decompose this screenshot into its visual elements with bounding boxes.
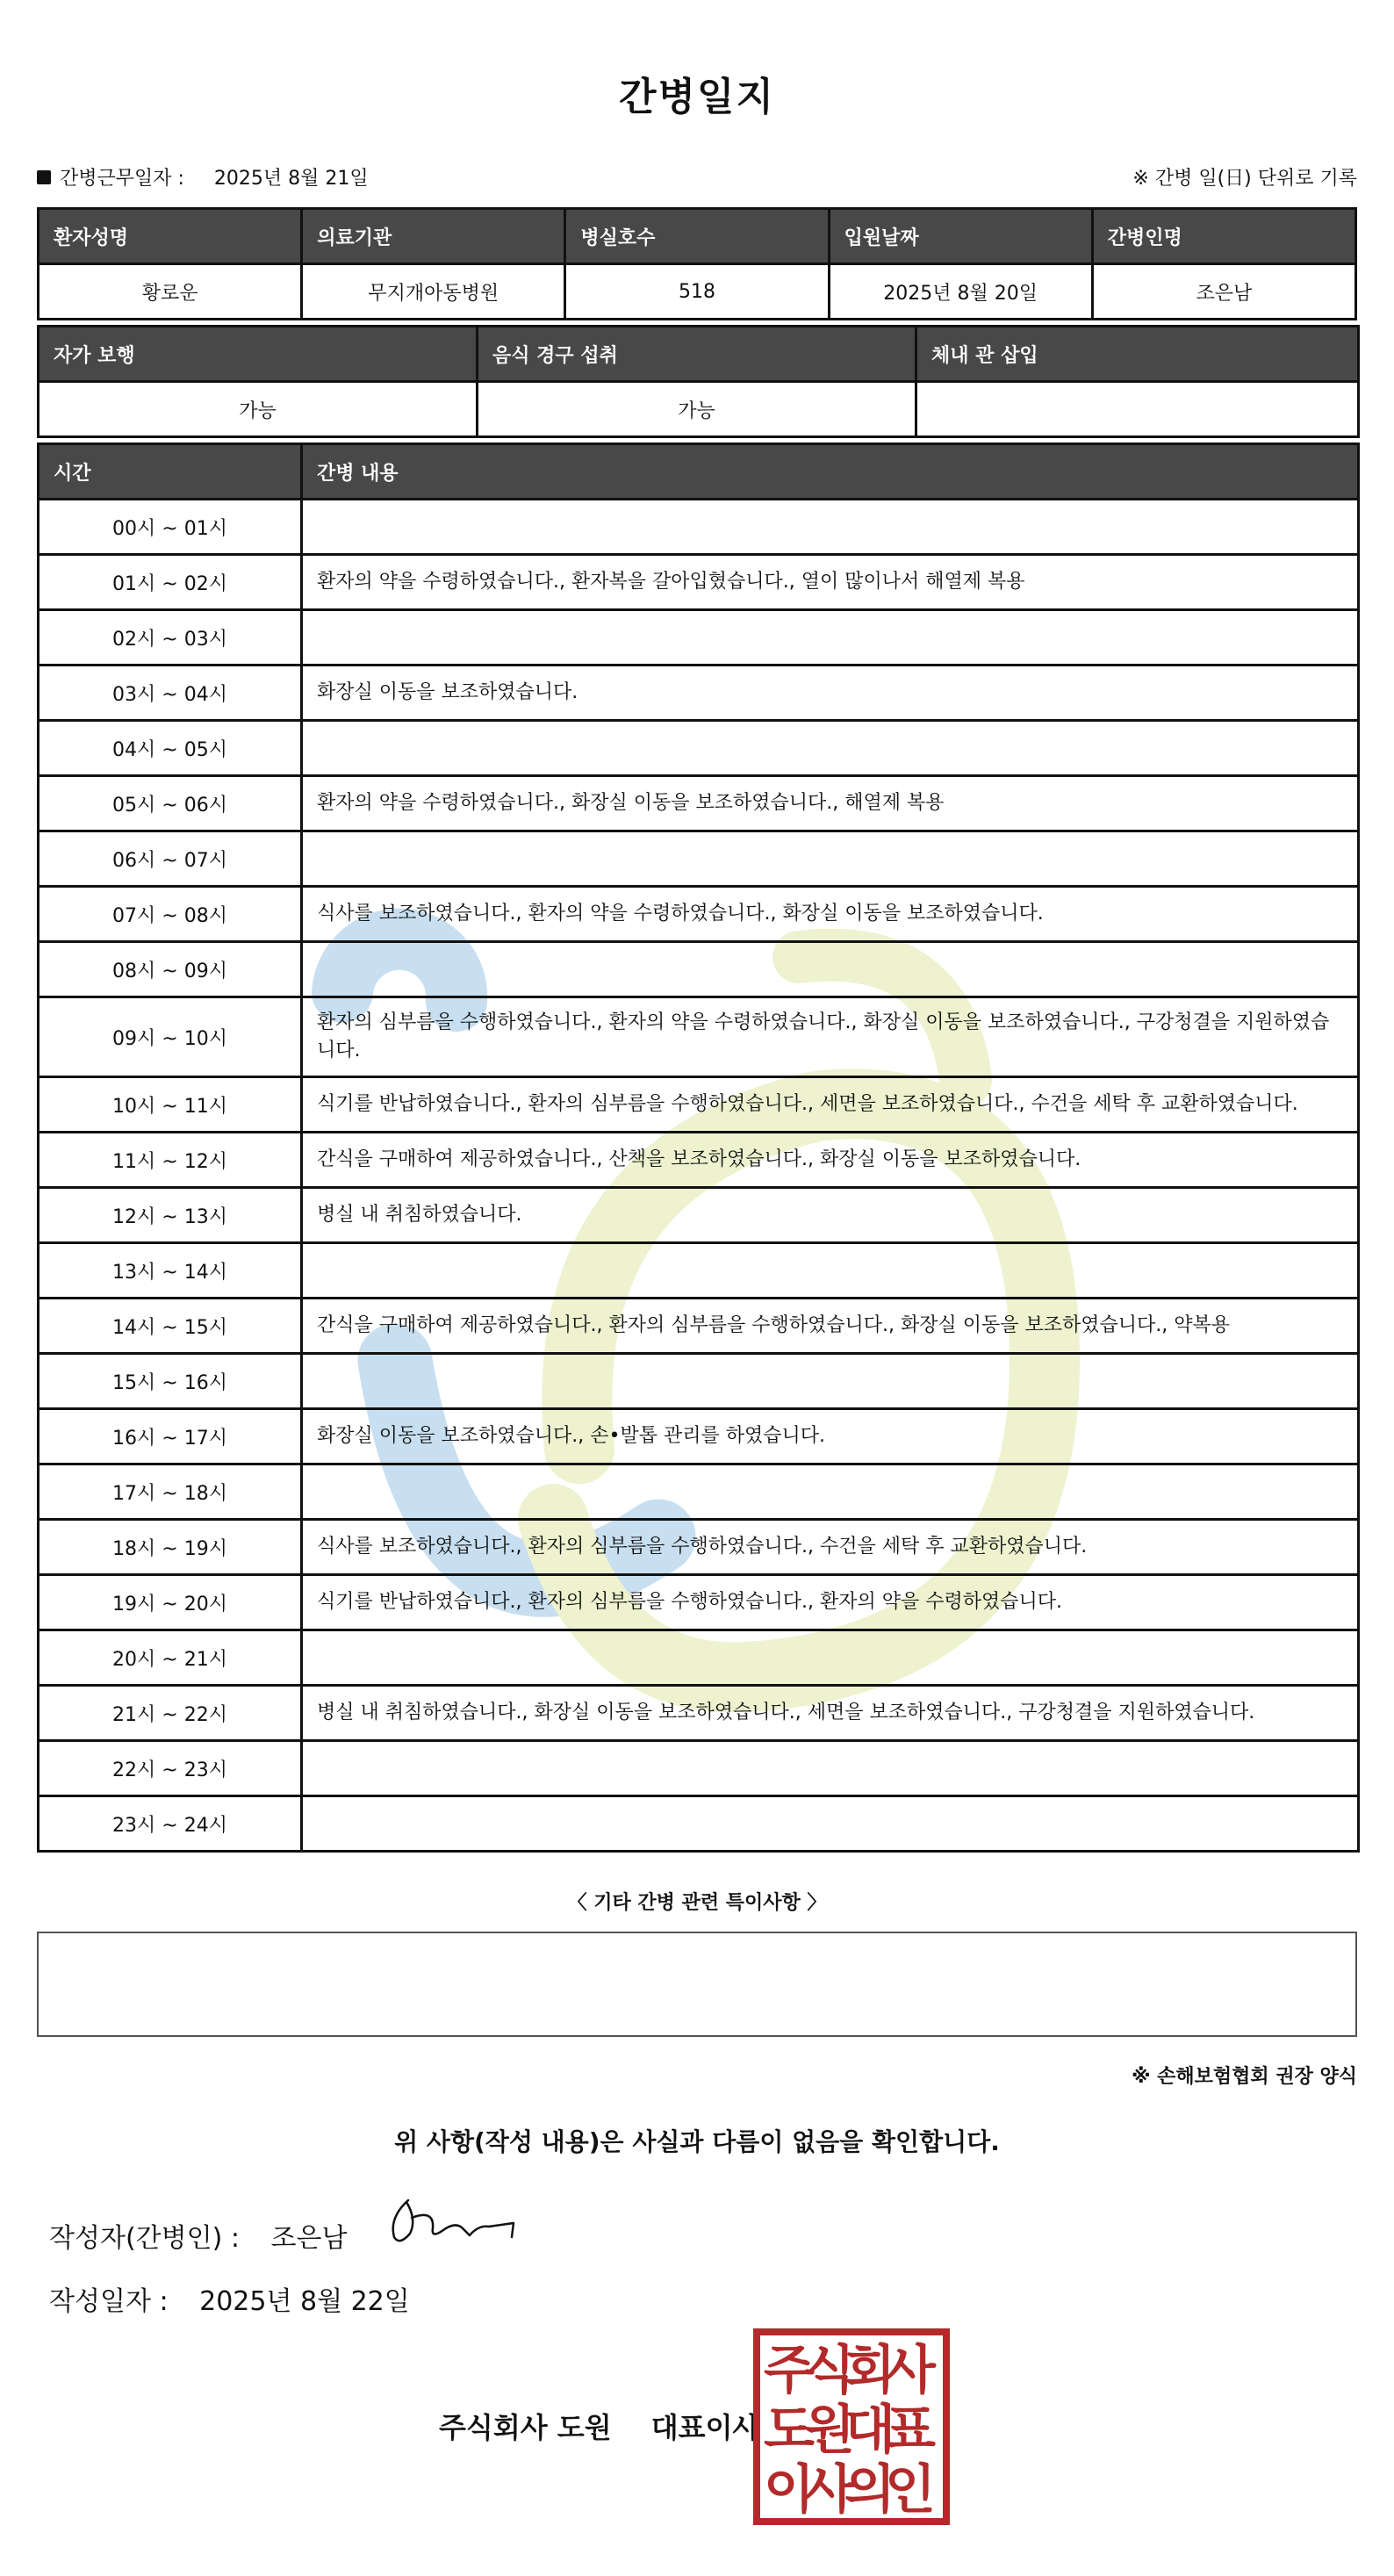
unit-note: ※ 간병 일(日) 단위로 기록	[1132, 168, 1357, 190]
company-seal-stamp	[753, 2328, 950, 2525]
time-slot: 14시 ~ 15시	[39, 1299, 302, 1354]
header-tube-insertion: 체내 관 삽입	[916, 327, 1359, 382]
time-slot: 02시 ~ 03시	[39, 610, 302, 666]
svg-text:회: 회	[844, 2340, 895, 2401]
care-content	[302, 1464, 1359, 1520]
care-log-table	[37, 443, 1360, 1853]
table-row	[39, 1686, 1359, 1741]
table-row	[39, 1299, 1359, 1354]
page-title: 간병일지	[618, 75, 775, 119]
time-slot: 13시 ~ 14시	[39, 1243, 302, 1299]
header-hospital: 의료기관	[302, 209, 565, 264]
form-note: ※ 손해보험협회 권장 양식	[1132, 2066, 1357, 2088]
header-admission-date: 입원날짜	[829, 209, 1092, 264]
time-slot: 11시 ~ 12시	[39, 1133, 302, 1188]
time-slot: 20시 ~ 21시	[39, 1630, 302, 1686]
table-row	[39, 1133, 1359, 1188]
confirmation-statement: 위 사항(작성 내용)은 사실과 다름이 없음을 확인합니다.	[394, 2127, 1000, 2156]
time-slot: 15시 ~ 16시	[39, 1354, 302, 1409]
table-row	[39, 555, 1359, 610]
svg-text:대: 대	[844, 2400, 895, 2461]
table-row	[39, 1630, 1359, 1686]
table-row	[39, 1464, 1359, 1520]
care-date-value: 2025년 8월 21일	[213, 168, 369, 190]
care-content: 환자의 심부름을 수행하였습니다., 환자의 약을 수령하였습니다., 화장실 이동을 보조하였습니다., 구강청결을 지원하였습니다.	[302, 997, 1359, 1077]
header-room: 병실호수	[565, 209, 829, 264]
header-patient-name: 환자성명	[39, 209, 302, 264]
remarks-title: 〈 기타 간병 관련 특이사항 〉	[567, 1892, 827, 1914]
care-content: 환자의 약을 수령하였습니다., 환자복을 갈아입혔습니다., 열이 많이나서 해열제 복용	[302, 555, 1359, 610]
written-date-label: 작성일자 :	[49, 2286, 169, 2317]
svg-text:도: 도	[764, 2400, 815, 2461]
table-row	[39, 831, 1359, 887]
time-slot: 22시 ~ 23시	[39, 1741, 302, 1796]
care-content: 화장실 이동을 보조하였습니다.	[302, 666, 1359, 721]
care-content	[302, 1741, 1359, 1796]
writer-name: 조은남	[270, 2223, 348, 2254]
time-slot: 03시 ~ 04시	[39, 666, 302, 721]
table-row	[39, 942, 1359, 997]
oral-intake-status: 가능	[478, 382, 916, 437]
time-slot: 09시 ~ 10시	[39, 997, 302, 1077]
table-row	[39, 1741, 1359, 1796]
written-date-value: 2025년 8월 22일	[199, 2286, 410, 2317]
care-content	[302, 831, 1359, 887]
care-content	[302, 610, 1359, 666]
care-content: 간식을 구매하여 제공하였습니다., 환자의 심부름을 수행하였습니다., 화장실 이동을 보조하였습니다., 약복용	[302, 1299, 1359, 1354]
time-slot: 08시 ~ 09시	[39, 942, 302, 997]
svg-text:사: 사	[804, 2459, 855, 2521]
table-row	[39, 1188, 1359, 1243]
header-oral-intake: 음식 경구 섭취	[478, 327, 916, 382]
time-slot: 07시 ~ 08시	[39, 887, 302, 942]
ceo-title: 대표이사	[650, 2411, 760, 2444]
care-content	[302, 942, 1359, 997]
company-name: 주식회사 도원	[439, 2411, 612, 2444]
patient-info-table	[37, 207, 1357, 320]
header-care-content: 간병 내용	[302, 444, 1359, 500]
svg-text:의: 의	[844, 2459, 895, 2521]
care-content	[302, 1630, 1359, 1686]
time-slot: 12시 ~ 13시	[39, 1188, 302, 1243]
svg-text:주: 주	[764, 2340, 815, 2401]
time-slot: 17시 ~ 18시	[39, 1464, 302, 1520]
care-content: 식사를 보조하였습니다., 환자의 심부름을 수행하였습니다., 수건을 세탁 후 교환하였습니다.	[302, 1520, 1359, 1575]
table-row	[39, 1520, 1359, 1575]
table-row	[39, 1243, 1359, 1299]
remarks-box	[37, 1932, 1357, 2037]
walking-status: 가능	[39, 382, 478, 437]
hospital-name: 무지개아동병원	[302, 264, 565, 320]
table-row	[39, 1796, 1359, 1852]
time-slot: 04시 ~ 05시	[39, 721, 302, 776]
svg-text:인: 인	[885, 2459, 936, 2521]
time-slot: 16시 ~ 17시	[39, 1409, 302, 1464]
care-content	[302, 1796, 1359, 1852]
tube-insertion-status	[916, 382, 1359, 437]
svg-text:이: 이	[764, 2459, 815, 2521]
care-content: 화장실 이동을 보조하였습니다., 손•발톱 관리를 하였습니다.	[302, 1409, 1359, 1464]
writer	[49, 2216, 347, 2255]
bullet-square-icon	[37, 170, 51, 184]
svg-text:원: 원	[804, 2400, 855, 2461]
admission-date: 2025년 8월 20일	[829, 264, 1092, 320]
table-row	[39, 666, 1359, 721]
table-row	[39, 776, 1359, 831]
care-content: 식기를 반납하였습니다., 환자의 심부름을 수행하였습니다., 환자의 약을 수령하였습니다.	[302, 1575, 1359, 1630]
table-row	[39, 1409, 1359, 1464]
company-signature-line	[439, 2406, 759, 2446]
table-row	[39, 1575, 1359, 1630]
care-content: 병실 내 취침하였습니다., 화장실 이동을 보조하였습니다., 세면을 보조하였습니다., 구강청결을 지원하였습니다.	[302, 1686, 1359, 1741]
time-slot: 00시 ~ 01시	[39, 500, 302, 555]
header-time: 시간	[39, 444, 302, 500]
table-row	[39, 887, 1359, 942]
time-slot: 21시 ~ 22시	[39, 1686, 302, 1741]
table-row	[39, 500, 1359, 555]
table-row	[39, 1354, 1359, 1409]
patient-name: 황로운	[39, 264, 302, 320]
time-slot: 06시 ~ 07시	[39, 831, 302, 887]
signature-image	[382, 2183, 522, 2253]
table-row	[39, 1077, 1359, 1133]
care-content: 식기를 반납하였습니다., 환자의 심부름을 수행하였습니다., 세면을 보조하였습니다., 수건을 세탁 후 교환하였습니다.	[302, 1077, 1359, 1133]
svg-text:사: 사	[885, 2340, 936, 2401]
table-row	[39, 721, 1359, 776]
care-content: 간식을 구매하여 제공하였습니다., 산책을 보조하였습니다., 화장실 이동을 보조하였습니다.	[302, 1133, 1359, 1188]
writer-label: 작성자(간병인) :	[49, 2223, 240, 2254]
room-number: 518	[565, 264, 829, 320]
time-slot: 18시 ~ 19시	[39, 1520, 302, 1575]
care-date-label: 간병근무일자 :	[60, 168, 184, 190]
care-content	[302, 1243, 1359, 1299]
svg-text:식: 식	[804, 2340, 855, 2401]
care-date	[37, 163, 369, 191]
patient-status-table	[37, 325, 1360, 438]
time-slot: 05시 ~ 06시	[39, 776, 302, 831]
written-date	[49, 2279, 410, 2318]
time-slot: 10시 ~ 11시	[39, 1077, 302, 1133]
time-slot: 01시 ~ 02시	[39, 555, 302, 610]
svg-text:표: 표	[885, 2400, 936, 2461]
care-content	[302, 500, 1359, 555]
caregiver-name: 조은남	[1092, 264, 1355, 320]
time-slot: 19시 ~ 20시	[39, 1575, 302, 1630]
time-slot: 23시 ~ 24시	[39, 1796, 302, 1852]
care-content	[302, 721, 1359, 776]
care-content	[302, 1354, 1359, 1409]
table-row	[39, 997, 1359, 1077]
table-row	[39, 610, 1359, 666]
header-walking: 자가 보행	[39, 327, 478, 382]
header-caregiver-name: 간병인명	[1092, 209, 1355, 264]
care-content: 병실 내 취침하였습니다.	[302, 1188, 1359, 1243]
care-content: 환자의 약을 수령하였습니다., 화장실 이동을 보조하였습니다., 해열제 복용	[302, 776, 1359, 831]
care-content: 식사를 보조하였습니다., 환자의 약을 수령하였습니다., 화장실 이동을 보조하였습니다.	[302, 887, 1359, 942]
